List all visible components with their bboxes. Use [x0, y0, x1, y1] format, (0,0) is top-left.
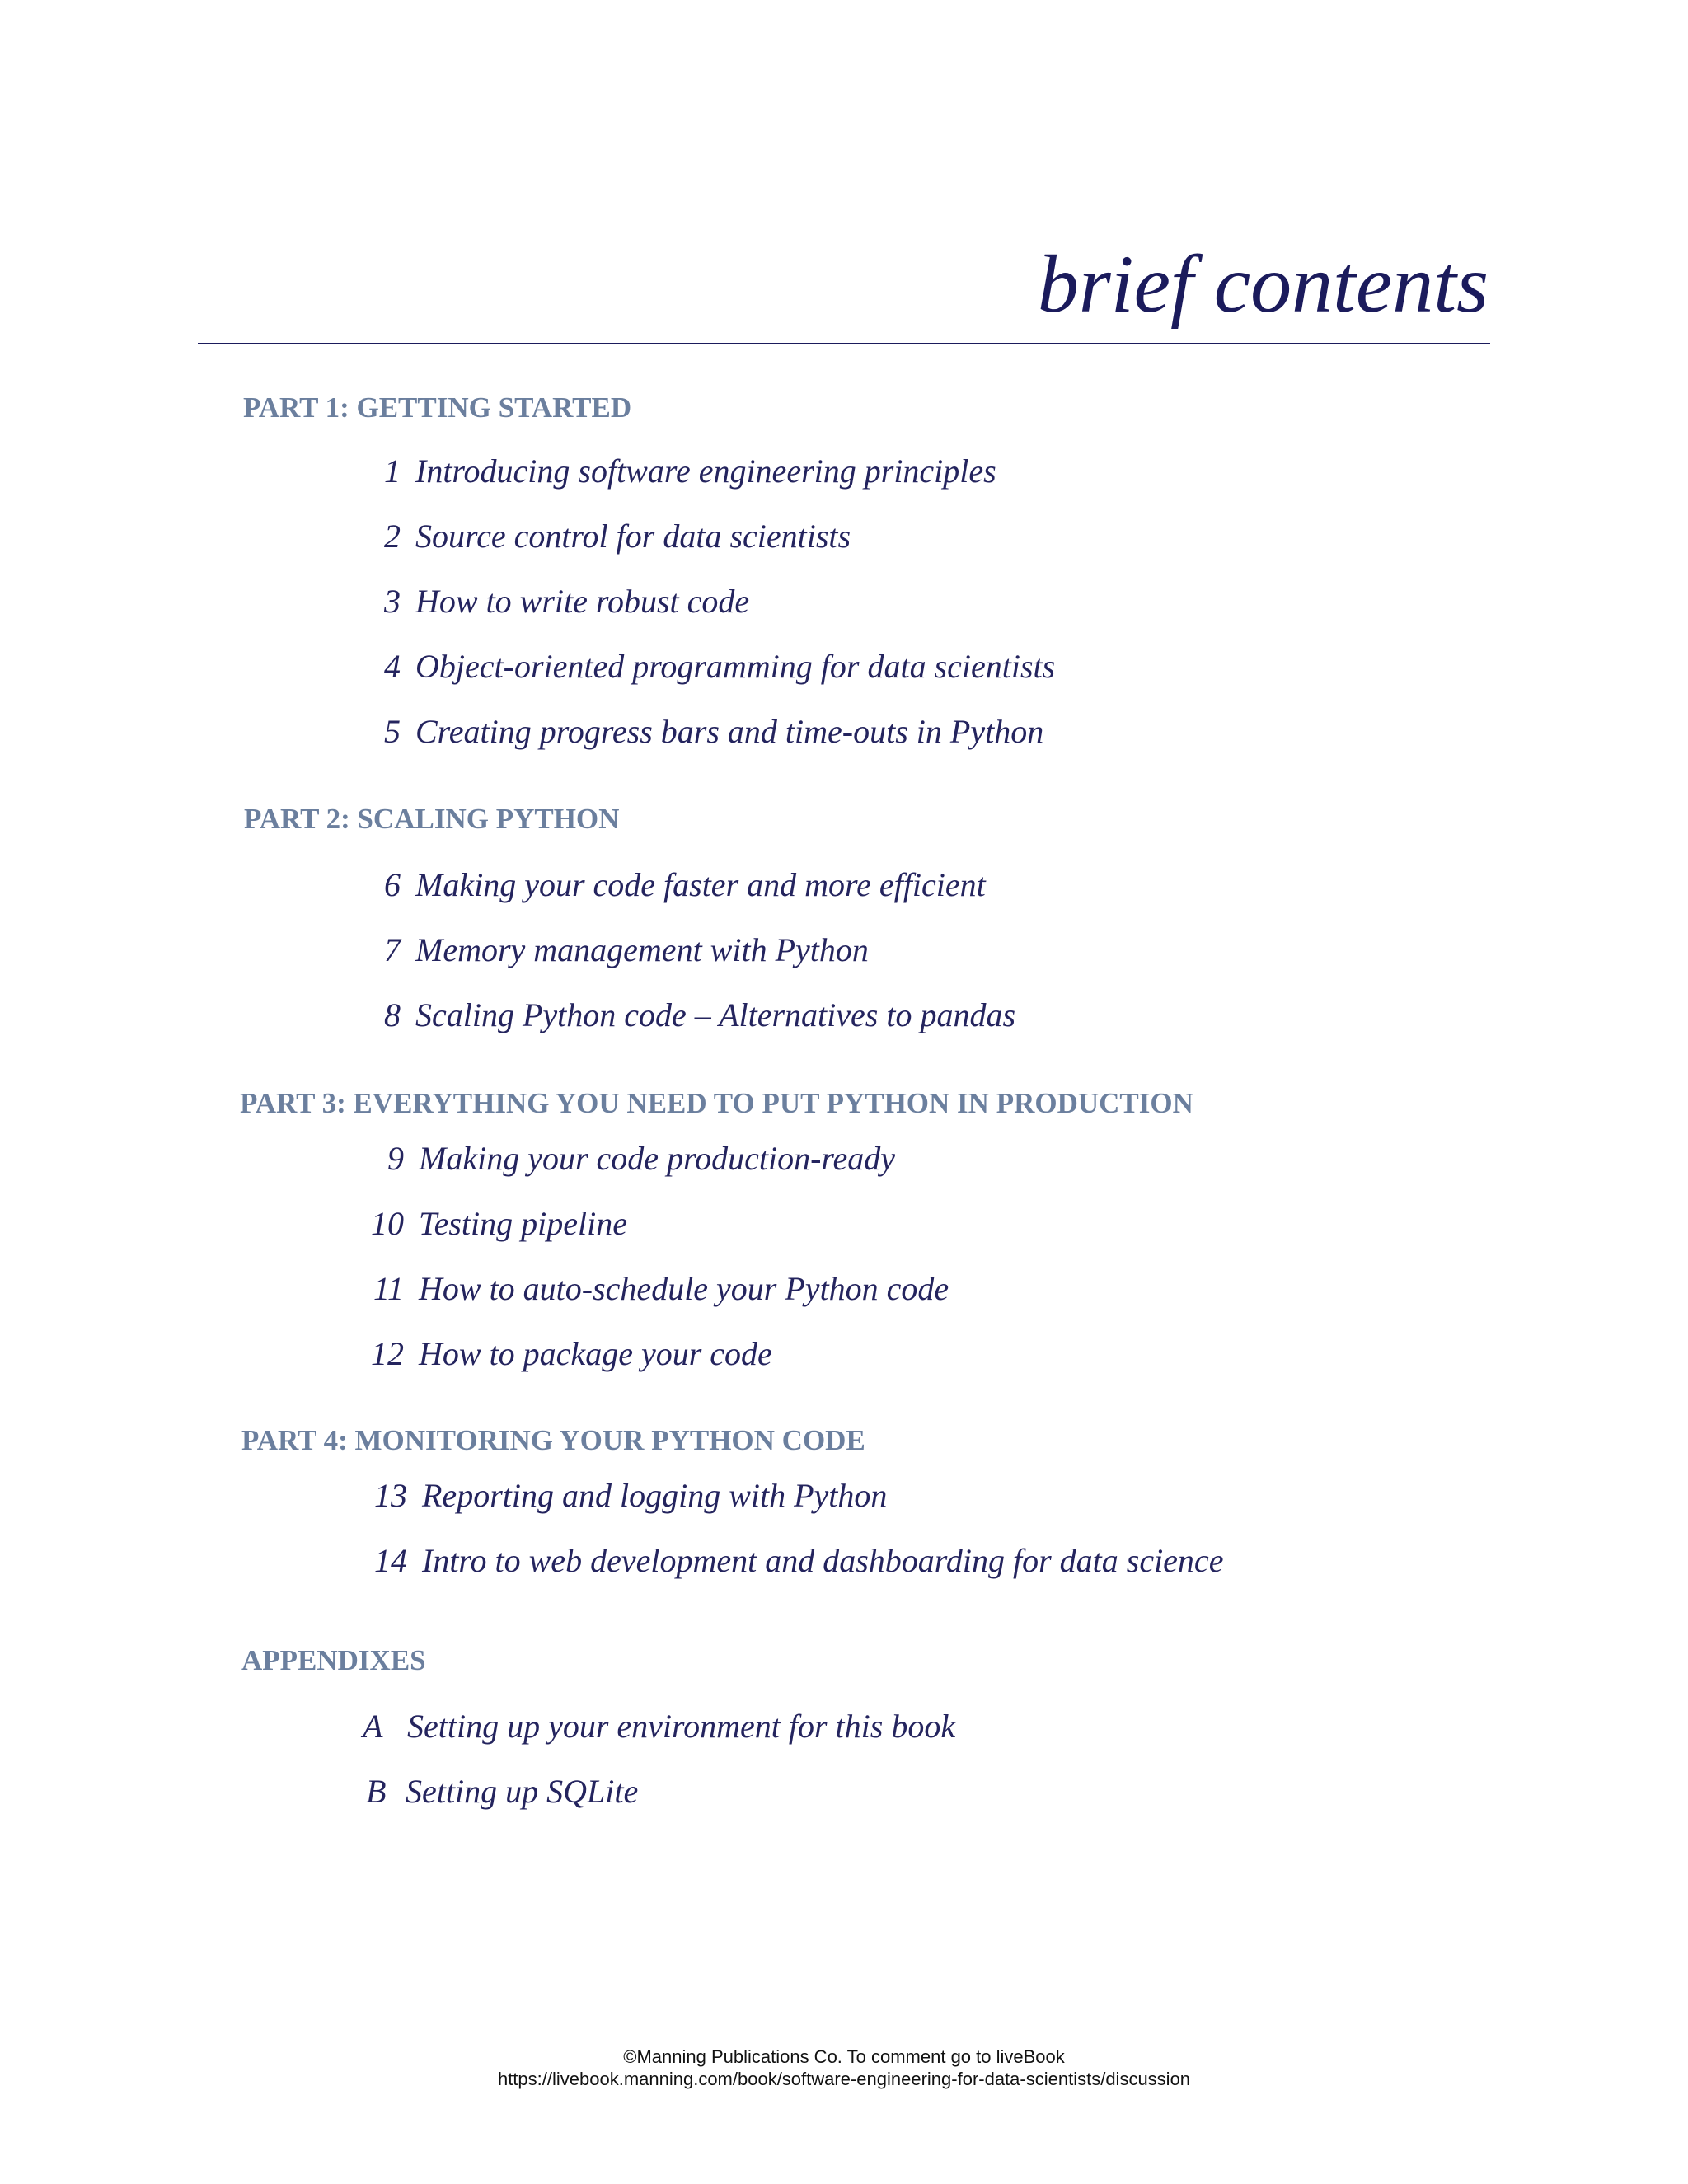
- chapter-title: Introducing software engineering principles: [415, 452, 996, 490]
- title-rule: [198, 343, 1490, 344]
- part-heading-1: PART 1: GETTING STARTED: [243, 391, 632, 424]
- part-heading-4: PART 4: MONITORING YOUR PYTHON CODE: [241, 1424, 865, 1456]
- chapter-item: [363, 585, 749, 618]
- chapter-item: [363, 996, 1016, 1033]
- chapter-title: Source control for data scientists: [415, 518, 851, 555]
- chapter-item: [363, 931, 869, 968]
- chapter-number: A: [363, 1708, 383, 1745]
- chapter-item: [369, 1544, 1223, 1577]
- chapter-number: 10: [371, 1205, 404, 1242]
- chapter-number: 5: [384, 713, 401, 750]
- footer-copyright: ©Manning Publications Co. To comment go to liveBook: [623, 2046, 1065, 2067]
- chapter-title: Reporting and logging with Python: [422, 1477, 888, 1514]
- footer-link[interactable]: https://livebook.manning.com/book/software-engineering-for-data-scientists/discussion: [497, 2069, 1191, 2089]
- chapter-title: Creating progress bars and time-outs in Python: [415, 713, 1044, 750]
- chapter-title: Testing pipeline: [419, 1205, 627, 1242]
- part-heading-2: PART 2: SCALING PYTHON: [244, 803, 620, 835]
- chapter-number: 9: [387, 1140, 404, 1177]
- chapter-item: [363, 650, 1055, 683]
- chapter-number: 6: [384, 866, 401, 903]
- part-heading-appendixes: APPENDIXES: [241, 1644, 426, 1676]
- chapter-item: [363, 1710, 955, 1743]
- chapter-item: [363, 452, 996, 490]
- chapter-number: 4: [384, 648, 401, 685]
- chapter-title: How to write robust code: [415, 583, 750, 620]
- chapter-item: [363, 1142, 895, 1175]
- chapter-item: [363, 866, 986, 903]
- chapter-number: B: [366, 1773, 387, 1810]
- chapter-item: [363, 520, 851, 553]
- chapter-item: [363, 1207, 627, 1240]
- chapter-title: Memory management with Python: [415, 931, 869, 968]
- chapter-title: Scaling Python code – Alternatives to pandas: [415, 996, 1016, 1033]
- chapter-item: [366, 1775, 638, 1808]
- chapter-title: How to auto-schedule your Python code: [419, 1270, 950, 1307]
- chapter-title: Object-oriented programming for data scientists: [415, 648, 1056, 685]
- chapter-title: Setting up SQLite: [406, 1773, 639, 1810]
- chapter-title: Setting up your environment for this book: [407, 1708, 956, 1745]
- chapter-number: 2: [384, 518, 401, 555]
- chapter-number: 7: [384, 931, 401, 968]
- chapter-item: [369, 1479, 887, 1512]
- chapter-title: How to package your code: [419, 1335, 772, 1372]
- chapter-number: 8: [384, 996, 401, 1033]
- chapter-number: 12: [371, 1335, 404, 1372]
- chapter-number: 11: [373, 1270, 404, 1307]
- page-title: brief contents: [1037, 238, 1489, 330]
- chapter-item: [363, 1272, 949, 1305]
- chapter-title: Intro to web development and dashboarding for data science: [422, 1542, 1224, 1579]
- chapter-title: Making your code production-ready: [419, 1140, 895, 1177]
- part-heading-3: PART 3: EVERYTHING YOU NEED TO PUT PYTHON IN PRODUCTION: [240, 1087, 1193, 1119]
- chapter-item: [363, 1335, 772, 1372]
- chapter-item: [363, 715, 1043, 748]
- chapter-number: 13: [374, 1477, 407, 1514]
- chapter-number: 1: [384, 452, 401, 490]
- chapter-number: 14: [374, 1542, 407, 1579]
- chapter-title: Making your code faster and more efficient: [415, 866, 986, 903]
- chapter-number: 3: [384, 583, 401, 620]
